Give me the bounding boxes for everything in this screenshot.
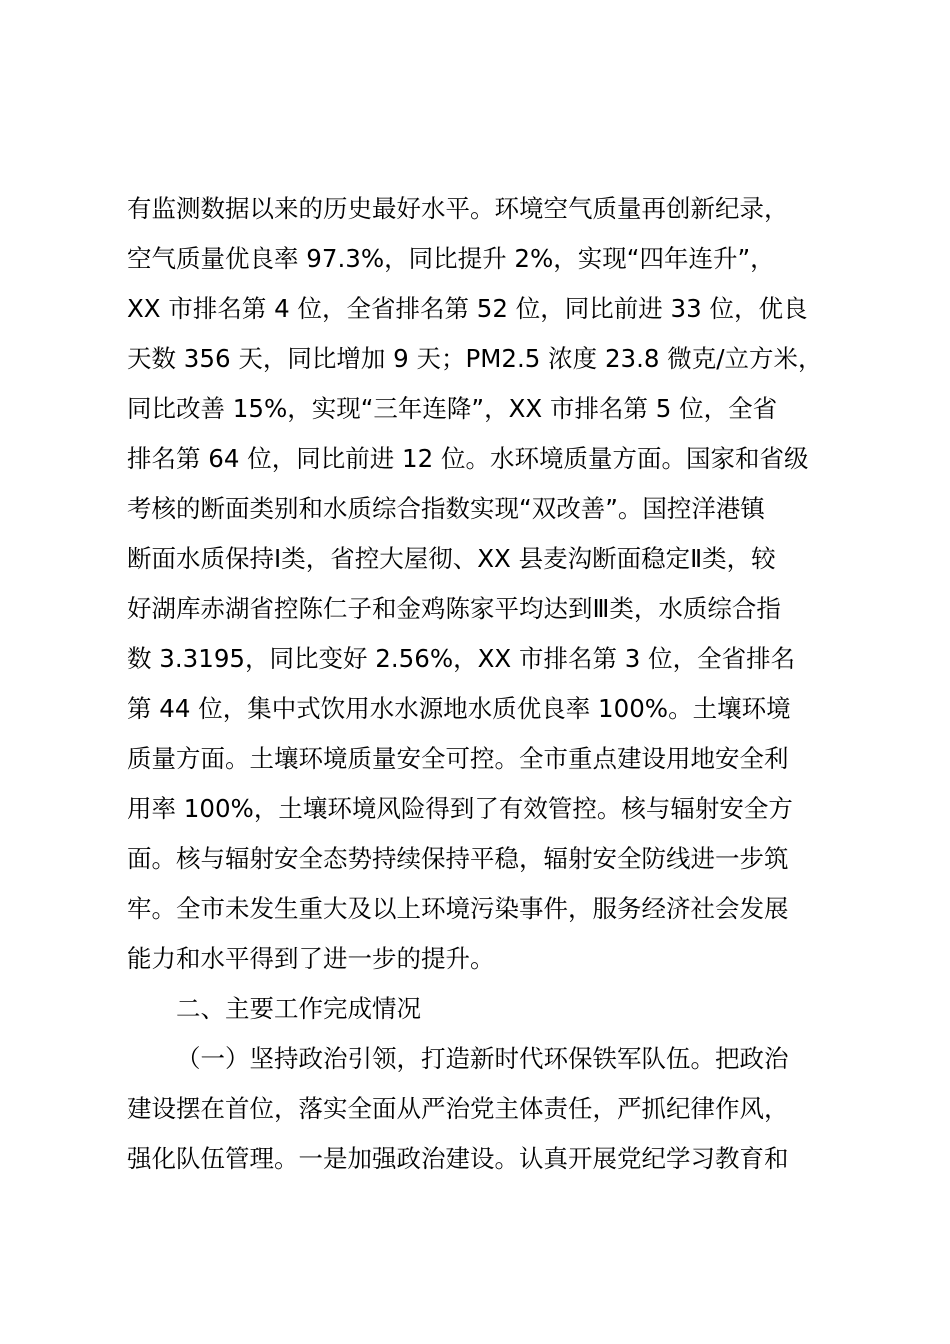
paragraph-line: 空气质量优良率 97.3%，同比提升 2%，实现“四年连升”，	[127, 244, 775, 273]
paragraph-line: 能力和水平得到了进一步的提升。	[127, 944, 495, 973]
subsection-line: 强化队伍管理。一是加强政治建设。认真开展党纪学习教育和	[127, 1144, 789, 1173]
paragraph-line: 排名第 64 位，同比前进 12 位。水环境质量方面。国家和省级	[127, 444, 809, 473]
document-body	[127, 184, 837, 1184]
paragraph-line: 数 3.3195，同比变好 2.56%，XX 市排名第 3 位，全省排名	[127, 644, 796, 673]
paragraph-line: 第 44 位，集中式饮用水水源地水质优良率 100%。土壤环境	[127, 694, 791, 723]
paragraph-line: 同比改善 15%，实现“三年连降”，XX 市排名第 5 位，全省	[127, 394, 778, 423]
paragraph-line: 考核的断面类别和水质综合指数实现“双改善”。国控洋港镇	[127, 494, 765, 523]
paragraph-line: 有监测数据以来的历史最好水平。环境空气质量再创新纪录，	[127, 194, 789, 223]
paragraph-line: 用率 100%，土壤环境风险得到了有效管控。核与辐射安全方	[127, 794, 793, 823]
paragraph-line: 面。核与辐射安全态势持续保持平稳，辐射安全防线进一步筑	[127, 844, 789, 873]
paragraph-line: XX 市排名第 4 位，全省排名第 52 位，同比前进 33 位，优良	[127, 294, 808, 323]
section-heading: 二、主要工作完成情况	[176, 994, 421, 1023]
subsection-line: （一）坚持政治引领，打造新时代环保铁军队伍。把政治	[176, 1044, 789, 1073]
paragraph-line: 好湖库赤湖省控陈仁子和金鸡陈家平均达到Ⅲ类，水质综合指	[127, 594, 781, 623]
paragraph-line: 牢。全市未发生重大及以上环境污染事件，服务经济社会发展	[127, 894, 789, 923]
paragraph-line: 天数 356 天，同比增加 9 天；PM2.5 浓度 23.8 微克/立方米，	[127, 344, 823, 373]
paragraph-line: 断面水质保持Ⅰ类，省控大屋彻、XX 县麦沟断面稳定Ⅱ类，较	[127, 544, 776, 573]
subsection-line: 建设摆在首位，落实全面从严治党主体责任，严抓纪律作风，	[127, 1094, 789, 1123]
paragraph-line: 质量方面。土壤环境质量安全可控。全市重点建设用地安全利	[127, 744, 789, 773]
